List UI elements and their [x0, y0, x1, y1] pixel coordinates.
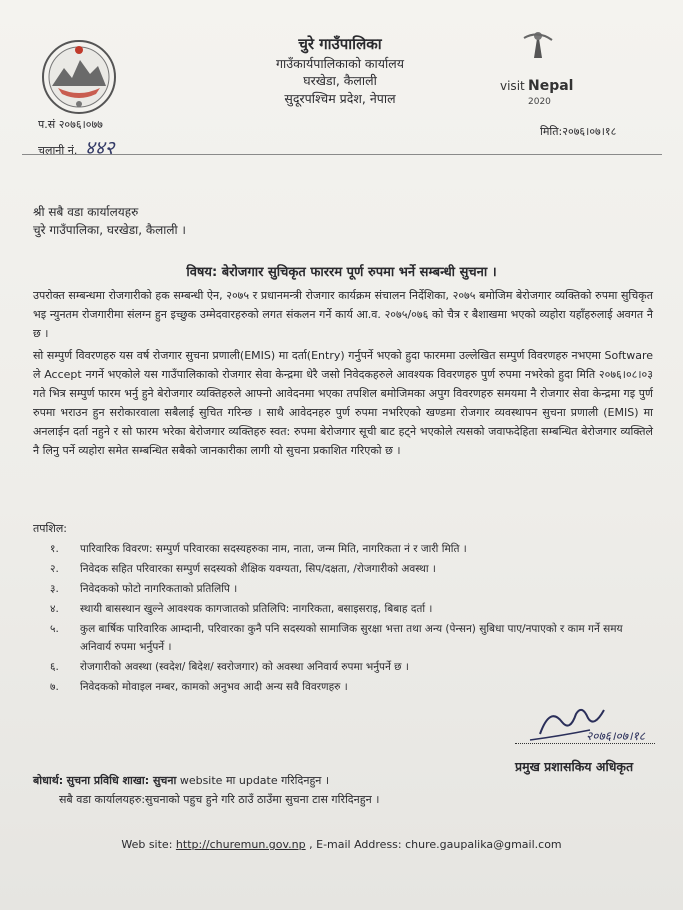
office-location: घरखेडा, कैलाली — [303, 73, 377, 88]
visit-nepal-logo — [494, 28, 576, 112]
province-name: सुदूरपश्चिम प्रदेश, नेपाल — [284, 91, 396, 106]
visit-year: 2020 — [528, 97, 551, 107]
list-item — [50, 658, 645, 676]
footer-contact — [0, 838, 683, 851]
list-item-number: २. — [50, 563, 59, 575]
list-item — [50, 560, 645, 578]
list-item-number: ७. — [50, 681, 59, 693]
municipality-name: चुरे गाउँपालिका — [298, 35, 382, 53]
website-label: Web site: — [121, 838, 173, 851]
notice-section — [33, 771, 379, 809]
notice-website-update: website मा update गरिदिनहुन । — [179, 774, 330, 787]
list-item-text: पारिवारिक विवरण: सम्पुर्ण परिवारका सदस्यहरुका नाम, नाता, जन्म मिति, नागरिकता नं र जारी मिति । — [80, 543, 467, 555]
visit-word: visit — [500, 79, 525, 93]
notice-line-2: सबै वडा कार्यालयहरु:सुचनाको पहुच हुने गरि ठाउँ ठाउँमा सुचना टास गरिदिनहुन । — [59, 793, 380, 806]
website-link[interactable]: http://churemun.gov.np — [175, 838, 306, 851]
chalani-number — [38, 134, 115, 160]
list-item-number: ३. — [50, 583, 59, 595]
list-item-text: रोजगारीको अवस्था (स्वदेश/ बिदेश/ स्वरोजगार) को अवस्था अनिवार्य रुपमा भर्नुपर्ने छ । — [80, 661, 409, 673]
officer-title: प्रमुख प्रशासकिय अधिकृत — [515, 759, 634, 774]
email-address[interactable]: chure.gaupalika@gmail.com — [405, 838, 562, 851]
list-item-number: ४. — [50, 603, 59, 615]
list-item — [50, 600, 645, 618]
list-item-number: ६. — [50, 661, 59, 673]
patra-sankhya — [38, 117, 103, 132]
nepal-emblem-icon — [40, 38, 118, 116]
notice-it-branch: सुचना प्रविधि शाखा: सुचना — [66, 774, 177, 787]
patra-value: २०७६।०७७ — [58, 118, 103, 131]
signature — [520, 696, 660, 754]
recipient-line-2: चुरे गाउँपालिका, घरखेडा, कैलाली । — [33, 223, 186, 237]
email-label: , E-mail Address: — [309, 838, 402, 851]
list-item — [50, 678, 645, 696]
date-value: २०७६।०७।१८ — [562, 125, 617, 138]
list-item-text: निवेदकको मोवाइल नम्बर, कामको अनुभव आदी अन्य सवै विवरणहरु । — [80, 681, 348, 693]
subject-line: विषय: बेरोजगार सुचिकृत फाररम पूर्ण रुपमा भर्ने सम्बन्धी सुचना । — [186, 265, 497, 280]
list-item-text: निवेदक सहित परिवारका सम्पुर्ण सदस्यको शैक्षिक यवग्यता, सिप/दक्षता, /रोजगारीको अवस्था । — [80, 563, 436, 575]
list-item — [50, 580, 645, 598]
list-item-number: ५. — [50, 623, 59, 635]
header-divider — [22, 154, 662, 155]
office-name: गाउँकार्यपालिकाको कार्यालय — [276, 56, 404, 71]
body-paragraph-1: उपरोक्त सम्बन्धमा रोजगारीको हक सम्बन्धी ऐन, २०७५ र प्रधानमन्त्री रोजगार कार्यक्रम संचालन निर्देशिका, २०७५ बमोजिम बेरोजगार व्यक्तिको रुपमा सुचिकृत भइ न्युनतम रोजगारीमा संलग्न हुन इच्छुक उम्मेदवारहरुको लगत संकलन गर्ने कार्य आ.व. २०७५/०७६ को चैत्र र बैशाखमा भएको व्यहोरा यहाँहरुलाई अवगत नै छ । — [33, 289, 653, 340]
list-item — [50, 620, 645, 656]
signature-line — [515, 743, 655, 744]
recipient-line-1: श्री सबै वडा कार्यालयहरु — [33, 205, 139, 219]
list-item — [50, 540, 645, 558]
list-item-number: १. — [50, 543, 59, 555]
chalani-label: चलानी नं. — [38, 144, 78, 157]
body-paragraph-2: सो सम्पुर्ण विवरणहरु यस वर्ष रोजगार सुचना प्रणाली(EMIS) मा दर्ता(Entry) गर्नुपर्ने भएको हुदा फारममा उल्लेखित सम्पुर्ण विवरणहरु नभएमा Software ले Accept नगर्ने भएकोले यस गाउँपालिकाको रोजगार सेवा केन्द्रमा धेरै जसो निवेदकहरुले आवश्यक विवरणहरु पुर्ण रुपमा नभरेको हुदा मिति २०७६।०८।०३ गते भित्र सम्पुर्ण फारम भर्नु हुने बेरोजगार व्यक्तिहरुले आफ्नो आवेदनमा भएका तपशिल बमोजिमका अपुग विवरणहरु समयमा नै रोजगार सेवा केन्द्रमा गइ पुर्ण रुपमा भराउन हुन सरोकारवाला सबैलाई सुचित गरिन्छ । साथै आवेदनहरु पुर्ण रुपमा नभरिएको खण्डमा रोजगार व्यवस्थापन सुचना प्रणाली (EMIS) मा अनलाईन दर्ता नहुने र सो फारम भरेका बेरोजगार व्यक्तिहरु स्वत: रुपमा बेरोजगार सूची बाट हट्ने भएकोले त्यसको जवाफदेहिता सम्बन्धित बेरोजगार व्यक्तिले नै लिनु पर्ने व्यहोरा समेत सम्बन्धित सबैको जानकारीका लागी यो सुचना प्रकाशित गरिएको छ । — [33, 349, 653, 457]
list-item-text: कुल बार्षिक पारिवारिक आम्दानी, परिवारका कुनै पनि सदस्यको सामाजिक सुरक्षा भत्ता तथा अन्य (पेन्सन) सुबिधा पाए/नपाएको र काम गर्ने समय अनिवार्य रुपमा भर्नुपर्ने । — [80, 623, 623, 653]
list-item-text: निवेदकको फोटो नागरिकताको प्रतिलिपि । — [80, 583, 238, 595]
notice-label: बोधार्थ: — [33, 774, 64, 787]
list-item-text: स्थायी बासस्थान खुल्ने आवश्यक कागजातको प्रतिलिपि: नागरिकता, बसाइसराइ, बिबाह दर्ता । — [80, 603, 433, 615]
patra-label: प.सं — [38, 118, 56, 131]
signature-date: २०७६।०७।१८ — [586, 729, 646, 743]
date-label: मिति: — [540, 125, 563, 138]
chalani-value: ४४२ — [84, 137, 115, 159]
list-intro: तपशिल: — [33, 522, 68, 535]
letter-date — [540, 124, 616, 139]
notice-line-1 — [33, 771, 379, 790]
nepal-word: Nepal — [528, 78, 574, 94]
details-list — [50, 540, 645, 698]
